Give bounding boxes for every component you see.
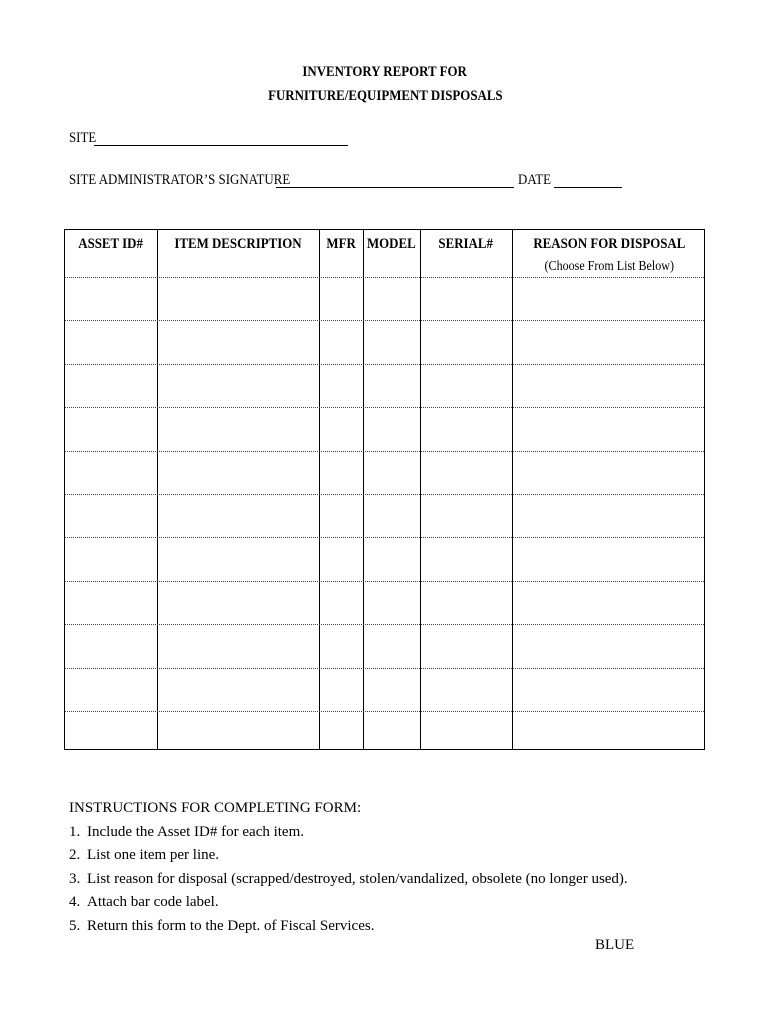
cell-asset-id[interactable] <box>66 582 156 623</box>
cell-reason[interactable] <box>513 495 705 536</box>
cell-asset-id[interactable] <box>66 408 156 449</box>
inventory-table <box>64 229 705 750</box>
cell-reason[interactable] <box>513 712 705 753</box>
cell-item-description[interactable] <box>158 625 318 666</box>
cell-mfr[interactable] <box>320 582 362 623</box>
instructions-heading: INSTRUCTIONS FOR COMPLETING FORM: <box>69 800 362 816</box>
cell-item-description[interactable] <box>158 495 318 536</box>
cell-serial[interactable] <box>421 321 511 362</box>
instruction-number: 2. <box>69 847 81 863</box>
instruction-item <box>69 868 628 892</box>
cell-asset-id[interactable] <box>66 365 156 406</box>
cell-serial[interactable] <box>421 625 511 666</box>
header-reason-for-disposal <box>512 235 706 253</box>
cell-mfr[interactable] <box>320 365 362 406</box>
header-reason-text: REASON FOR DISPOSAL <box>533 236 685 252</box>
cell-reason[interactable] <box>513 625 705 666</box>
header-asset-id-text: ASSET ID# <box>78 236 144 252</box>
cell-model[interactable] <box>364 495 419 536</box>
cell-mfr[interactable] <box>320 321 362 362</box>
cell-item-description[interactable] <box>158 712 318 753</box>
cell-model[interactable] <box>364 712 419 753</box>
instruction-text: Include the Asset ID# for each item. <box>87 823 305 840</box>
cell-mfr[interactable] <box>320 669 362 710</box>
cell-reason[interactable] <box>513 538 705 579</box>
instruction-number: 5. <box>69 917 81 934</box>
cell-asset-id[interactable] <box>66 321 156 362</box>
cell-item-description[interactable] <box>158 669 318 710</box>
instruction-number: 1. <box>69 823 81 840</box>
cell-reason[interactable] <box>513 582 705 623</box>
form-title-line-2 <box>0 87 770 105</box>
cell-model[interactable] <box>364 625 419 666</box>
header-serial-text: SERIAL# <box>438 236 494 252</box>
header-model <box>363 235 420 253</box>
cell-serial[interactable] <box>421 538 511 579</box>
cell-item-description[interactable] <box>158 408 318 449</box>
cell-reason[interactable] <box>513 408 705 449</box>
cell-asset-id[interactable] <box>66 495 156 536</box>
cell-mfr[interactable] <box>320 538 362 579</box>
cell-reason[interactable] <box>513 278 705 319</box>
cell-reason[interactable] <box>513 669 705 710</box>
instruction-text: List one item per line. <box>87 847 220 863</box>
cell-item-description[interactable] <box>158 365 318 406</box>
site-label-text: SITE <box>69 130 97 146</box>
cell-item-description[interactable] <box>158 278 318 319</box>
cell-item-description[interactable] <box>158 321 318 362</box>
header-item-description <box>157 235 319 253</box>
cell-serial[interactable] <box>421 452 511 493</box>
cell-model[interactable] <box>364 582 419 623</box>
cell-serial[interactable] <box>421 712 511 753</box>
instruction-item <box>69 891 628 915</box>
cell-asset-id[interactable] <box>66 669 156 710</box>
header-item-description-text: ITEM DESCRIPTION <box>174 236 302 252</box>
cell-model[interactable] <box>364 408 419 449</box>
header-mfr <box>319 235 363 253</box>
copy-color-label: BLUE <box>595 937 635 953</box>
cell-model[interactable] <box>364 452 419 493</box>
cell-mfr[interactable] <box>320 712 362 753</box>
cell-serial[interactable] <box>421 408 511 449</box>
date-field-label <box>518 171 556 189</box>
cell-model[interactable] <box>364 278 419 319</box>
cell-mfr[interactable] <box>320 452 362 493</box>
cell-asset-id[interactable] <box>66 712 156 753</box>
form-title-line-2-text: FURNITURE/EQUIPMENT DISPOSALS <box>267 88 503 104</box>
instruction-item <box>69 821 628 845</box>
cell-mfr[interactable] <box>320 408 362 449</box>
form-title-line-1 <box>0 63 770 81</box>
header-serial <box>420 235 512 253</box>
cell-item-description[interactable] <box>158 582 318 623</box>
cell-item-description[interactable] <box>158 538 318 579</box>
form-title-line-1-text: INVENTORY REPORT FOR <box>302 64 468 80</box>
instruction-item <box>69 915 628 939</box>
cell-reason[interactable] <box>513 452 705 493</box>
header-reason-subheader-text: (Choose From List Below) <box>544 259 675 274</box>
instruction-text: List reason for disposal (scrapped/destroyed, stolen/vandalized, obsolete (no longer used). <box>87 870 628 887</box>
instruction-item <box>69 844 628 868</box>
cell-model[interactable] <box>364 538 419 579</box>
signature-input-line[interactable] <box>276 187 514 188</box>
instructions-section <box>69 797 628 938</box>
site-input-line[interactable] <box>94 145 348 146</box>
cell-serial[interactable] <box>421 278 511 319</box>
date-input-line[interactable] <box>554 187 622 188</box>
cell-reason[interactable] <box>513 365 705 406</box>
cell-item-description[interactable] <box>158 452 318 493</box>
cell-asset-id[interactable] <box>66 538 156 579</box>
cell-model[interactable] <box>364 321 419 362</box>
cell-model[interactable] <box>364 669 419 710</box>
instruction-number: 4. <box>69 894 81 910</box>
cell-asset-id[interactable] <box>66 452 156 493</box>
cell-mfr[interactable] <box>320 278 362 319</box>
cell-mfr[interactable] <box>320 625 362 666</box>
date-label-text: DATE <box>518 172 551 188</box>
cell-serial[interactable] <box>421 669 511 710</box>
cell-serial[interactable] <box>421 365 511 406</box>
header-asset-id <box>65 235 157 253</box>
cell-asset-id[interactable] <box>66 278 156 319</box>
header-mfr-text: MFR <box>326 236 356 252</box>
cell-serial[interactable] <box>421 495 511 536</box>
cell-reason[interactable] <box>513 321 705 362</box>
instruction-text: Return this form to the Dept. of Fiscal Services. <box>87 917 375 934</box>
header-model-text: MODEL <box>367 236 416 252</box>
cell-model[interactable] <box>364 365 419 406</box>
instruction-text: Attach bar code label. <box>87 894 219 910</box>
cell-asset-id[interactable] <box>66 625 156 666</box>
cell-mfr[interactable] <box>320 495 362 536</box>
signature-label-text: SITE ADMINISTRATOR’S SIGNATURE <box>69 172 291 188</box>
header-reason-subheader <box>513 258 706 275</box>
instruction-number: 3. <box>69 870 81 887</box>
cell-serial[interactable] <box>421 582 511 623</box>
